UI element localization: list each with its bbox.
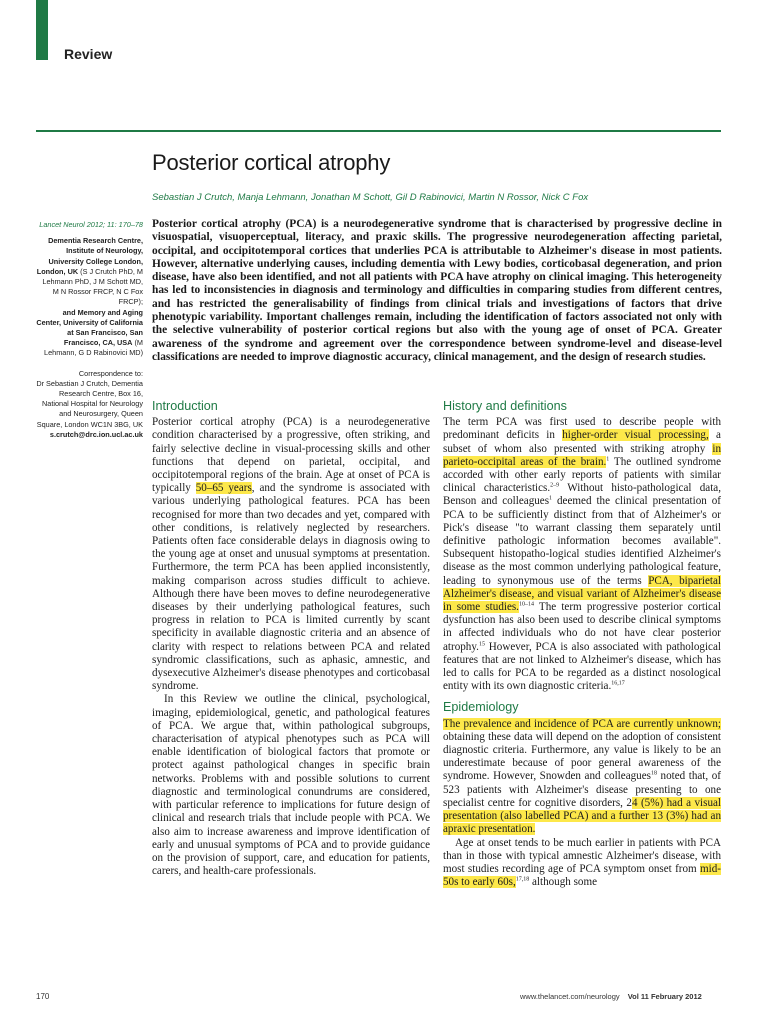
epidemiology-paragraph-1: The prevalence and incidence of PCA are currently unknown; obtaining these data will depend on the adoption of consistent diagnostic criteria. Furthermore, any value is likely to be an underestimate because of poor general awareness of the syndrome. However, Snowden and colleagues$^{18}$ noted that, of 523 patients with Alzheimer's disease presenting to one specialist centre for cognitive disorders, 24 (5%) had a visual presentation (also labelled PCA) and a further 13 (3%) had an apraxic presentation. bbox=[443, 717, 722, 836]
footer-journal bbox=[520, 992, 702, 1001]
page-number: 170 bbox=[36, 992, 50, 1001]
correspondence-address: Dr Sebastian J Crutch, Dementia Research Centre, Box 16, National Hospital for Neurology and Neurosurgery, Queen Square, London WC1N 3BG, UK bbox=[36, 378, 143, 429]
highlight: 4 (5%) had a visual presentation (also labelled PCA) and a further 13 (3%) had an apraxic presentation. bbox=[443, 796, 722, 836]
journal-url[interactable]: www.thelancet.com/neurology bbox=[520, 992, 620, 1001]
introduction-paragraph-1: Posterior cortical atrophy (PCA) is a neurodegenerative condition characterised by a progressive, often striking, and fairly selective decline in visual-processing skills and other functions that depend on parietal, occipital, and occipitotemporal regions of the brain. Age at onset of PCA is typically 50–65 years, and the syndrome is associated with various underlying pathological features. PCA has been recognised for more than two decades and yet, compared with other conditions, is relatively neglected by researchers. Patients often face considerable delays in diagnosis owing to the young age at onset and unusual symptoms at presentation. Furthermore, the term PCA has been applied inconsistently, making comparison across studies difficult to achieve. Although there have been moves to define neurodegenerative diseases by their underlying pathological features, such progress in relation to PCA is limited currently by scant specificity in available diagnostic criteria and an absence of clarity with respect to relations between PCA and related syndromic classifications, such as aphasic, amnestic, and dysexecutive Alzheimer's disease phenotypes and corticobasal syndrome. bbox=[152, 416, 431, 693]
affiliation-1: Dementia Research Centre, Institute of Neurology, University College London, London, UK (S J Crutch PhD, M Lehmann PhD, J M Schott MD, M N Rossor FRCP, N C Fox FRCP); bbox=[36, 236, 143, 307]
introduction-heading: Introduction bbox=[152, 399, 218, 413]
affiliation-2: and Memory and Aging Center, University of California at San Francisco, San Francisco, CA, USA (M Lehmann, G D Rabinovici MD) bbox=[36, 307, 143, 358]
highlight: in parieto-occipital areas of the brain. bbox=[443, 442, 721, 468]
history-column bbox=[443, 400, 721, 889]
sidebar-notes bbox=[36, 220, 143, 440]
highlight: 50–65 years bbox=[195, 482, 252, 495]
highlight: The prevalence and incidence of PCA are currently unknown; bbox=[443, 717, 721, 730]
highlight: higher-order visual processing, bbox=[562, 429, 709, 442]
journal-citation[interactable]: Lancet Neurol 2012; 11: 170–78 bbox=[39, 220, 143, 229]
reference-marker[interactable]: 1 bbox=[549, 495, 553, 502]
highlight: mid-50s to early 60s, bbox=[443, 862, 721, 889]
history-paragraph: The term PCA was first used to describe people with predominant deficits in higher-order visual processing, a subset of whom also presented with striking atrophy in parieto-occipital areas of the brain.$^1$ The outlined syndrome accorded with other early reports of patients with similar clinical characteristics.$^{2-9}$ Without histo-pathological data, Benson and colleagues$^1$ deemed the clinical presentation of PCA to be sufficiently distinct from that of Alzheimer's or Pick's disease "to warrant classing them separately until definitive pathologic information becomes available". Subsequent histopatho-logical studies identified Alzheimer's disease as the most common underlying pathological feature, leading to synonymous use of the terms PCA, biparietal Alzheimer's disease, and visual variant of Alzheimer's disease in some studies.$^{10-14}$ The term progressive posterior cortical dysfunction has also been used to describe clinical symptoms in affected individuals who do not have clear posterior atrophy.$^{15}$ However, PCA is also associated with pathological features that are not linked to Alzheimer's disease, which has led to calls for PCA to be regarded as a distinct nosological entity with its own diagnostic criteria.$^{16,17}$ bbox=[443, 416, 722, 693]
volume-info: Vol 11 February 2012 bbox=[627, 992, 702, 1001]
history-heading: History and definitions bbox=[443, 399, 567, 413]
section-label: Review bbox=[64, 46, 113, 62]
reference-marker[interactable]: 2–9 bbox=[550, 482, 560, 489]
epidemiology-heading: Epidemiology bbox=[443, 700, 519, 715]
abstract: Posterior cortical atrophy (PCA) is a neurodegenerative syndrome that is characterised by progressive decline in visuospatial, visuoperceptual, literacy, and praxic skills. The progressive neurodegeneration affecting parietal, occipital, and occipitotemporal cortices that underlies PCA is attributable to Alzheimer's disease in most patients. However, alternative underlying causes, including dementia with Lewy bodies, corticobasal degeneration, and prion disease, have also been identified, and not all patients with PCA have atrophy on clinical imaging. This heterogeneity has led to inconsistencies in diagnosis and terminology and difficulties in comparing studies from different centres, and has restricted the generalisability of findings from clinical trials and investigations of factors that drive phenotypic variability. Important challenges remain, including the identification of factors associated not only with the selective vulnerability of posterior cortical regions but also with the young age of onset of PCA. Greater awareness of the syndrome and agreement over the correspondence between syndrome-level and disease-level classifications are needed to improve diagnostic accuracy, clinical management, and the design of research studies. bbox=[152, 218, 722, 363]
introduction-column bbox=[152, 400, 430, 878]
correspondence-label: Correspondence to: bbox=[78, 368, 143, 378]
reference-marker[interactable]: 16,17 bbox=[611, 680, 625, 687]
epidemiology-paragraph-2: Age at onset tends to be much earlier in patients with PCA than in those with typical amnestic Alzheimer's disease, with most studies recording age of PCA symptom onset from mid-50s to early 60s,$^{17,18}$ although some bbox=[443, 836, 721, 889]
reference-marker[interactable]: 17,18 bbox=[515, 876, 530, 883]
introduction-paragraph-2: In this Review we outline the clinical, psychological, imaging, epidemiological, genetic, and pathological features of PCA. We argue that, within pathological subgroups, characterisation of atypical phenotypes such as PCA will enable identification of biological factors that promote or protect against pathological changes in specific brain networks. Problems with and possible solutions to current diagnostic and terminological conundrums are considered, with particular reference to implications for future design of clinical and research trials that include people with PCA. We also aim to increase awareness and improve identification of early and unusual symptoms of PCA and to provide guidance on the provision of support, care, and education for patients, carers, and health-care professionals. bbox=[152, 693, 430, 878]
reference-marker[interactable]: 1 bbox=[606, 456, 610, 463]
highlight: PCA, biparietal Alzheimer's disease, and visual variant of Alzheimer's disease in some studies. bbox=[443, 574, 721, 614]
article-title: Posterior cortical atrophy bbox=[152, 150, 391, 175]
author-list: Sebastian J Crutch, Manja Lehmann, Jonathan M Schott, Gil D Rabinovici, Martin N Rossor, Nick C Fox bbox=[152, 192, 589, 203]
header-divider bbox=[36, 130, 721, 132]
reference-marker[interactable]: 15 bbox=[478, 640, 485, 647]
correspondence-email[interactable]: s.crutch@drc.ion.ucl.ac.uk bbox=[49, 429, 143, 439]
section-color-bar bbox=[36, 0, 48, 60]
reference-marker[interactable]: 18 bbox=[650, 770, 657, 777]
reference-marker[interactable]: 10–14 bbox=[518, 601, 534, 608]
